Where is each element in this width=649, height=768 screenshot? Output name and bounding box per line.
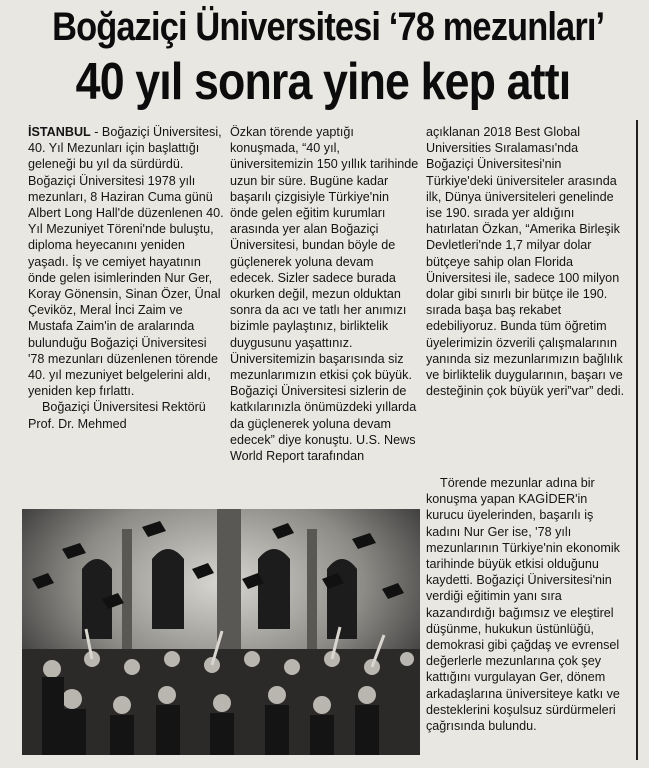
article-column-1 [28, 124, 224, 432]
column-2-text: Özkan törende yaptığı konuşmada, “40 yıl, üniversitemizin 150 yıllık tarihinde uzun bir süre. Bugüne kadar başarılı çizgisiyle Türkiye'nin önde gelen eğitim kurumları arasında yer alan Boğaziçi Üniversitesi, bundan böyle de güçlenerek yoluna devam edecek. Sizler sadece burada okurken değil, mezun olduktan sonra da acı ve tatlı her anımızı bizimle paylaştınız, birliktelik duygusunu yaşattınız. Üniversitemizin başarısında siz mezunlarımızın etkisi çok büyük. Boğaziçi Üniversitesi sizlerin de katkılarınızla önümüzdeki yıllarda da güçlenerek yoluna devam edecek” diye konuştu. U.S. News World Report tarafından [230, 125, 419, 464]
column-3-paragraph-2: Törende mezunlar adına bir konuşma yapan KAGİDER'in kurucu üyelerinden, başarılı iş kadını Nur Ger ise, '78 yılı mezunlarının Türkiye'nin ekonomik tarihinde büyük etkisi olduğunu kaydetti. Boğaziçi Üniversitesi'nin verdiği eğitimin yanı sıra kazandırdığı bağımsız ve eleştirel düşünme, hukukun üstünlüğü, demokrasi gibi çağdaş ve evrensel değerlerle mezunlarına çok şey kattığını vurgulayan Ger, dönem arkadaşlarına üniversiteye katkı ve desteklerini koşulsuz sürdürmeleri çağrısında bulundu. [426, 476, 620, 734]
column-1-paragraph-2: Boğaziçi Üniversitesi Rektörü Prof. Dr. Mehmed [28, 400, 206, 431]
dateline-city: İSTANBUL [28, 125, 91, 139]
column-3-text: açıklanan 2018 Best Global Universities Sıralaması'nda Boğaziçi Üniversitesi'nin Türkiye'deki üniversiteler arasında ilk, Dünya üniversiteleri genelinde ise 190. sırada yer aldığını hatırlatan Özkan, “Amerika Birleşik Devletleri'nde 1,7 milyar dolar bütçeye sahip olan Florida Üniversitesi ile, sadece 100 milyon dolar gibi sınırlı bir bütçe ile 190. sırada başa baş rekabet edebiliyoruz. Bunda tüm öğretim üyelerimizin özverili çalışmalarının yanında siz mezunlarımızın bağlılık ve birliktelik duygularının, başarı ve desteğinin çok büyük yeri”var” dedi. [426, 125, 625, 399]
article-column-3-continued [426, 475, 626, 734]
headline-line-2: 40 yıl sonra yine kep attı [75, 53, 571, 111]
headline-line-1: Boğaziçi Üniversitesi ‘78 mezunları’ [52, 5, 605, 49]
article-column-3 [426, 124, 626, 399]
article-column-2 [230, 124, 420, 464]
photo-illustration [22, 509, 420, 755]
graduation-hall-photo [22, 509, 420, 755]
column-1-text: - Boğaziçi Üniversitesi, 40. Yıl Mezunları için başlattığı geleneği bu yıl da sürdürdü. Boğaziçi Üniversitesi 1978 yılı mezunları, 8 Haziran Cuma günü Albert Long Hall'de düzenlenen 40. Yıl Mezuniyet Töreni'nde buluştu, diploma heyecanını yeniden yaşadı. İş ve cemiyet hayatının önde gelen isimlerinden Nur Ger, Koray Gönensin, Sinan Özer, Ünal Çeviköz, Meral İnci Zaim ve Mustafa Zaim'in de aralarında bulunduğu Boğaziçi Üniversitesi '78 mezunları düzenlenen törende 40. yıl mezuniyet belgelerini aldı, yeniden kep fırlattı. [28, 125, 224, 399]
column-edge-rule [636, 120, 638, 760]
